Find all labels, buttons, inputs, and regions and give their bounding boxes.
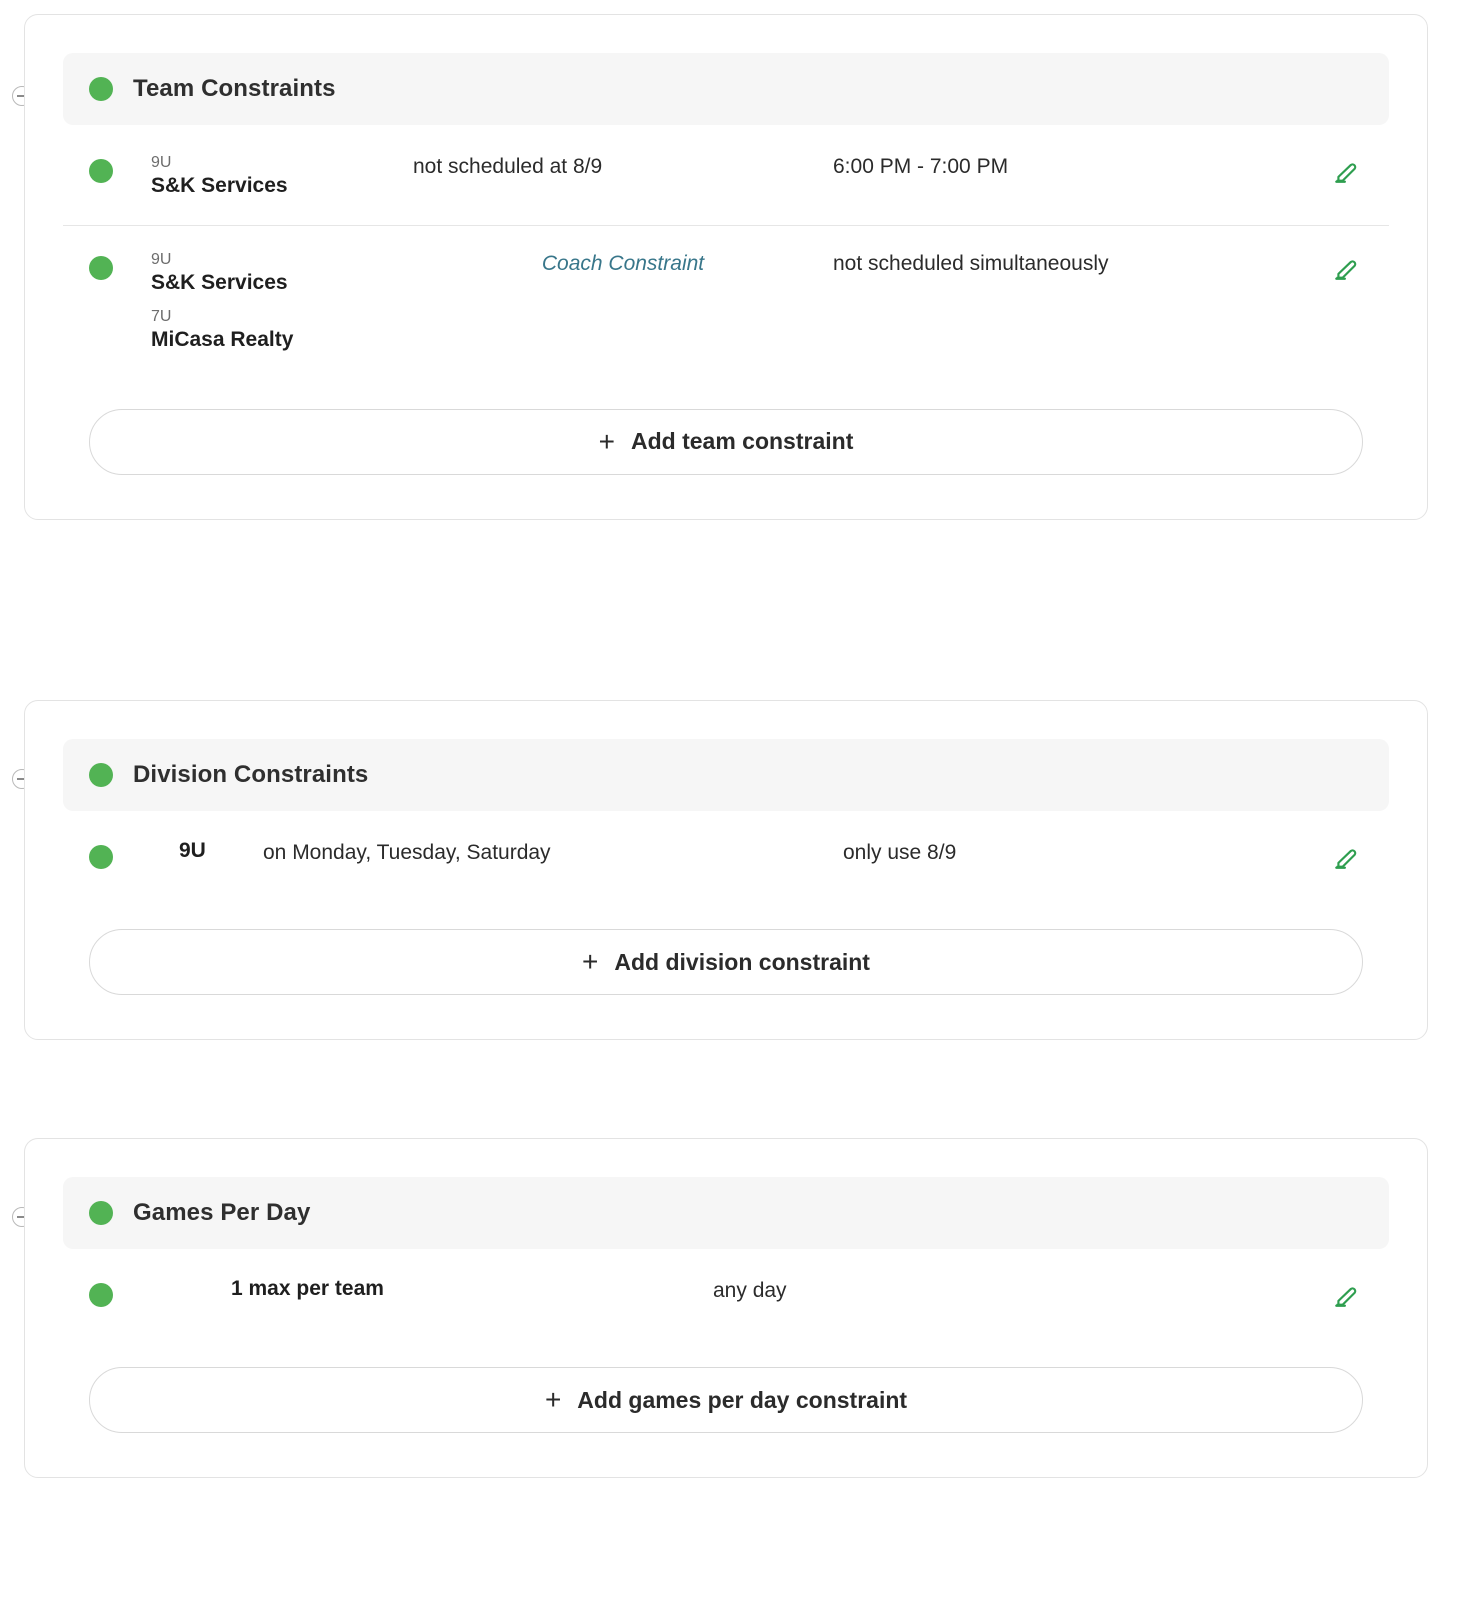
add-games-per-day-constraint-button[interactable] <box>89 1367 1363 1433</box>
edit-constraint-button[interactable] <box>1329 252 1363 286</box>
edit-constraint-button[interactable] <box>1329 155 1363 189</box>
edit-pencil-icon <box>1333 845 1359 871</box>
status-dot-icon <box>89 159 113 183</box>
constraint-value: not scheduled simultaneously <box>833 251 1109 275</box>
section-title: Games Per Day <box>133 1199 311 1226</box>
constraint-value: only use 8/9 <box>843 841 957 864</box>
team-age-label: 7U <box>151 308 172 326</box>
plus-icon: + <box>598 425 615 457</box>
constraint-value: any day <box>713 1279 787 1302</box>
status-dot-icon <box>89 845 113 869</box>
games-per-day-header[interactable] <box>63 1177 1389 1249</box>
status-dot-icon <box>89 77 113 101</box>
team-age-label: 9U <box>151 250 172 268</box>
team-cell <box>113 153 413 201</box>
division-label: 9U <box>179 839 206 862</box>
team-constraints-rows <box>63 125 1389 379</box>
edit-pencil-icon <box>1333 159 1359 185</box>
coach-constraint-cell <box>413 250 833 279</box>
edit-constraint-button[interactable] <box>1329 1279 1363 1313</box>
games-per-day-rows <box>63 1249 1389 1337</box>
status-dot-icon <box>89 763 113 787</box>
table-row[interactable] <box>63 815 1389 899</box>
edit-constraint-button[interactable] <box>1329 841 1363 875</box>
constraint-condition: on Monday, Tuesday, Saturday <box>263 841 551 864</box>
games-per-day-label: 1 max per team <box>231 1277 384 1300</box>
table-row[interactable] <box>63 225 1389 379</box>
team-constraints-card <box>24 14 1428 520</box>
coach-constraint-link[interactable]: Coach Constraint <box>541 251 705 275</box>
team-age-label: 9U <box>151 154 172 171</box>
team-name-label: MiCasa Realty <box>151 328 294 352</box>
team-name-label: S&K Services <box>151 270 288 294</box>
table-row[interactable] <box>63 1253 1389 1337</box>
add-team-constraint-label: Add team constraint <box>630 428 854 455</box>
status-dot-icon <box>89 1283 113 1307</box>
add-team-constraint-button[interactable] <box>89 409 1363 475</box>
add-games-per-day-constraint-label: Add games per day constraint <box>577 1386 908 1413</box>
add-division-constraint-label: Add division constraint <box>614 948 870 975</box>
division-constraints-rows <box>63 811 1389 899</box>
section-title: Division Constraints <box>133 761 369 788</box>
division-constraints-card <box>24 700 1428 1040</box>
team-constraints-header[interactable] <box>63 53 1389 125</box>
division-constraints-header[interactable] <box>63 739 1389 811</box>
status-dot-icon <box>89 256 113 280</box>
team-cell <box>113 250 413 355</box>
add-division-constraint-button[interactable] <box>89 929 1363 995</box>
edit-pencil-icon <box>1333 1283 1359 1309</box>
status-dot-icon <box>89 1201 113 1225</box>
edit-pencil-icon <box>1333 256 1359 282</box>
table-row[interactable] <box>63 129 1389 225</box>
plus-icon: + <box>544 1384 562 1415</box>
section-title: Team Constraints <box>133 75 336 102</box>
constraint-condition: not scheduled at 8/9 <box>413 155 603 178</box>
constraint-value: 6:00 PM - 7:00 PM <box>833 155 1009 178</box>
team-name-label: S&K Services <box>151 174 288 198</box>
plus-icon: + <box>582 946 599 977</box>
games-per-day-card <box>24 1138 1428 1478</box>
